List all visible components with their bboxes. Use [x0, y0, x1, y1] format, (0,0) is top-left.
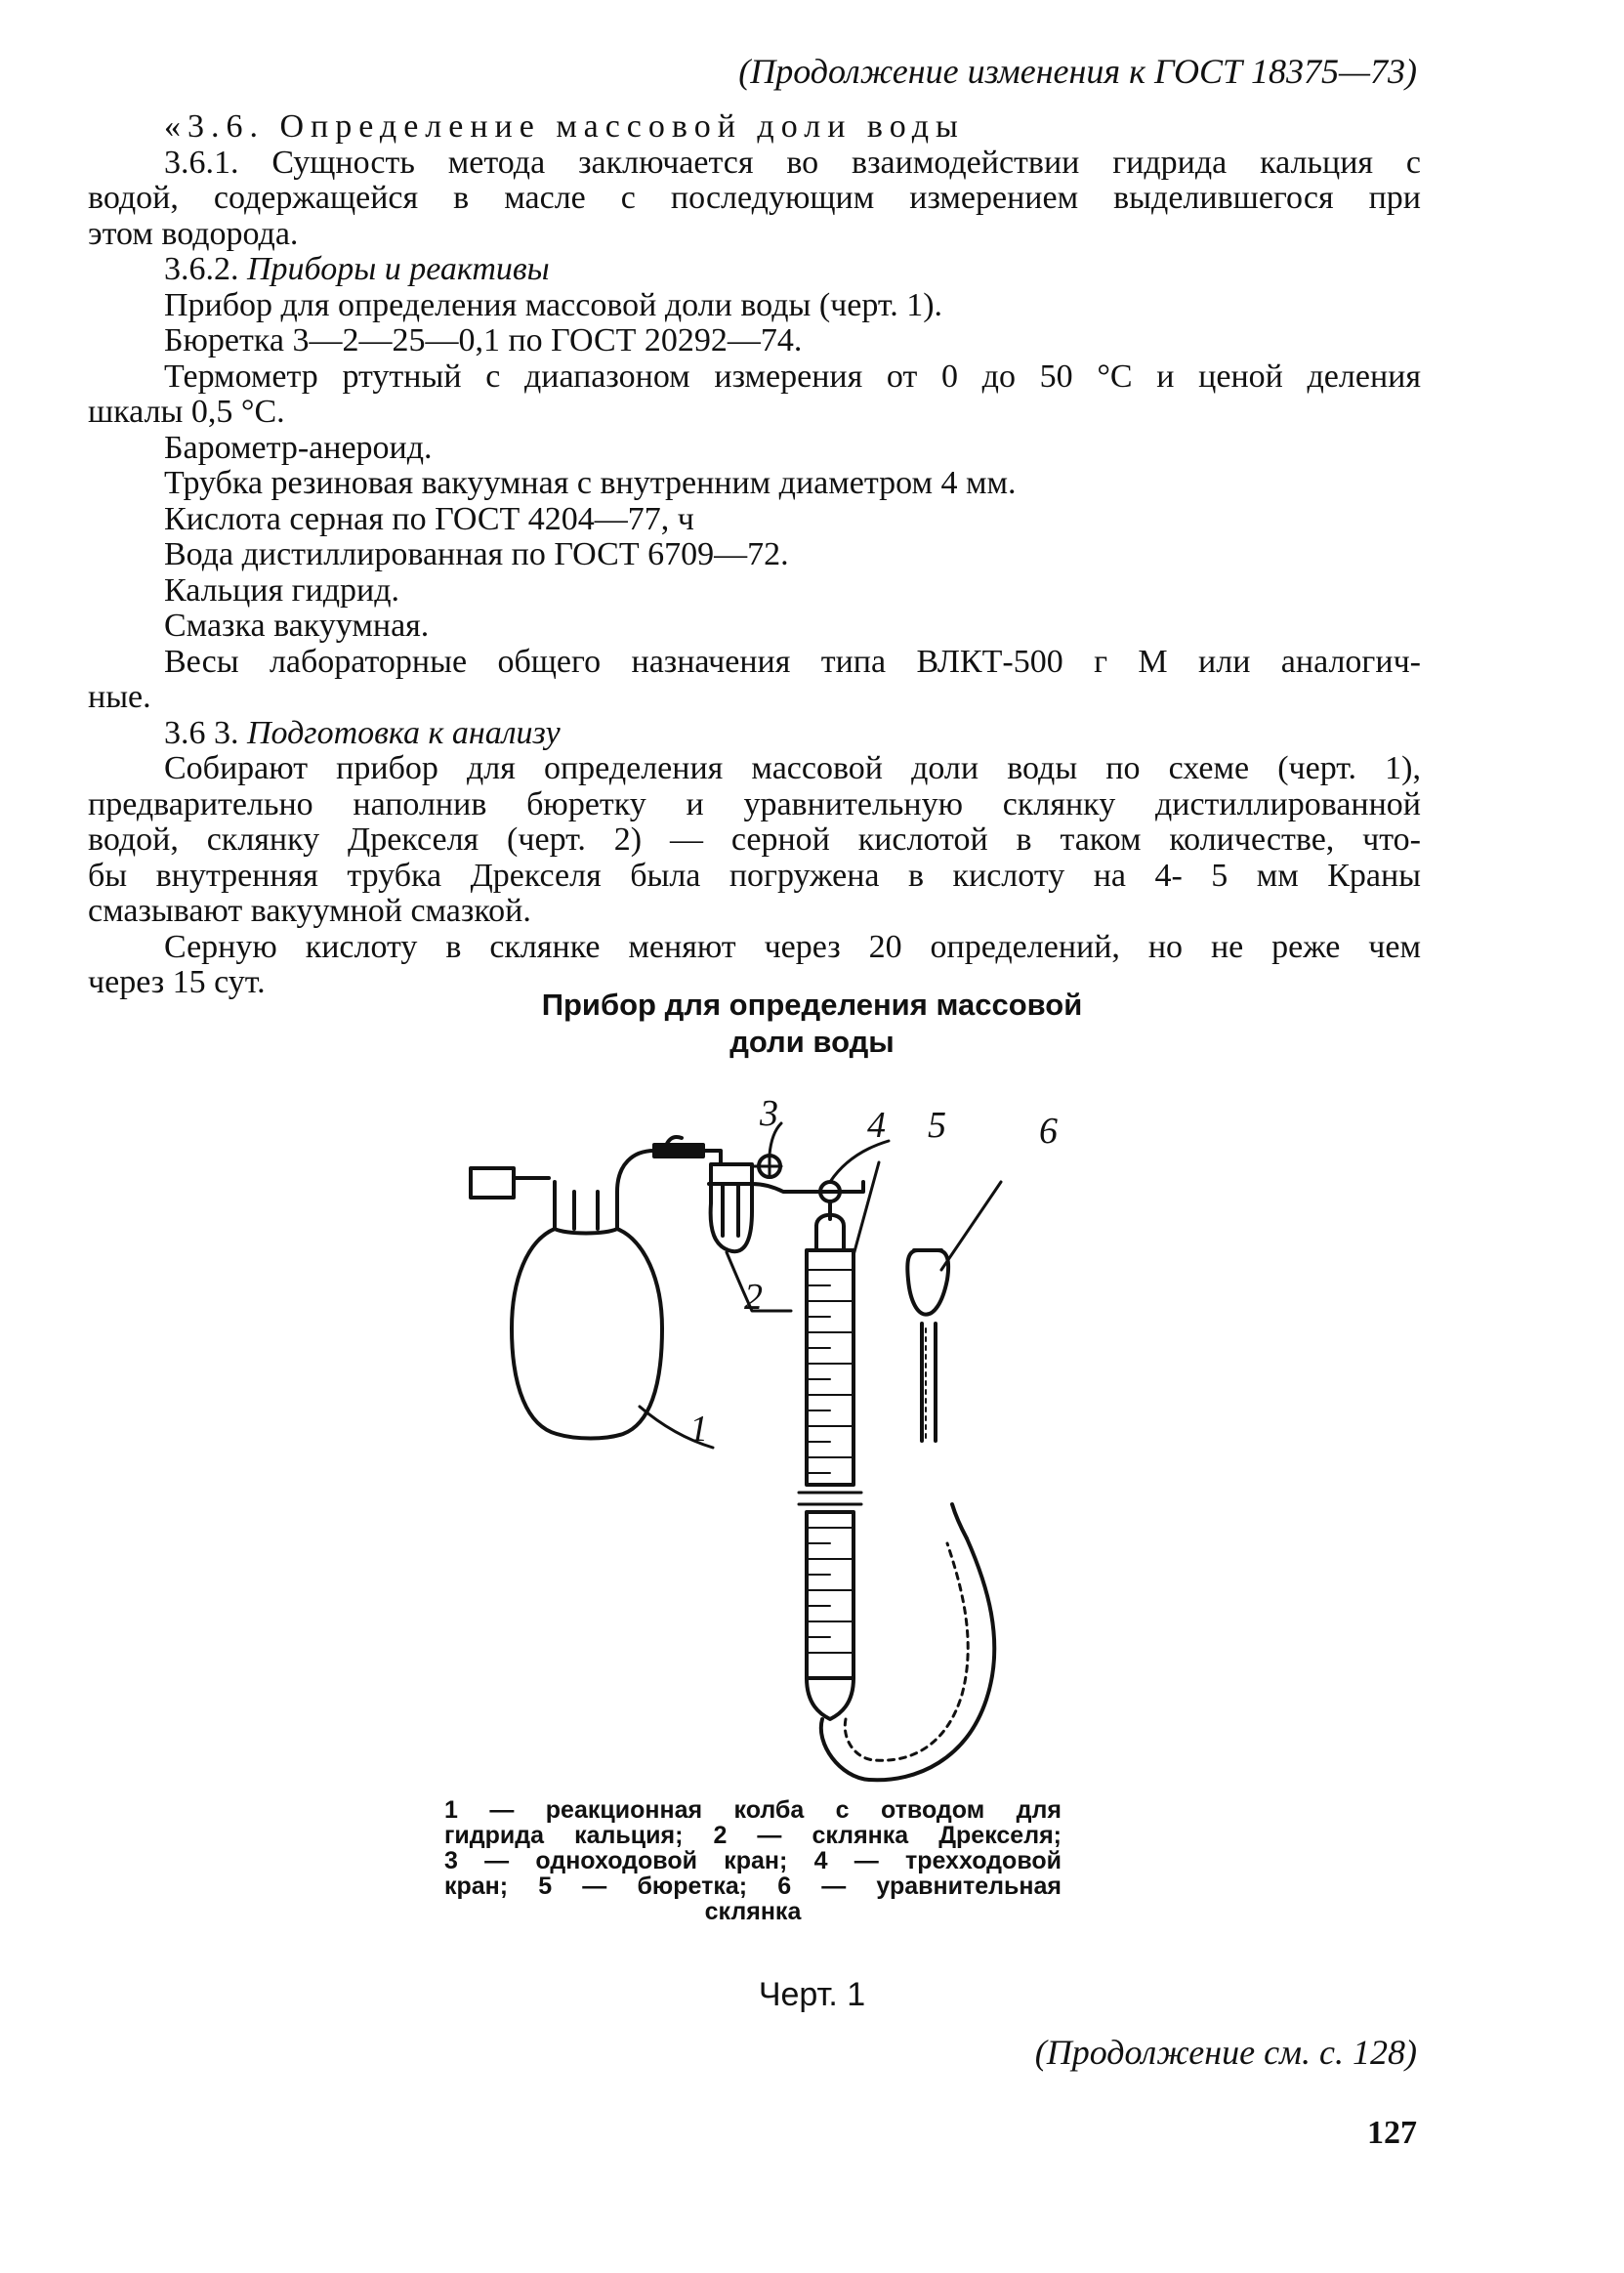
item-10-line-1: Весы лабораторные общего назначения типа ВЛКТ-500 г М или аналогич- — [164, 643, 1421, 680]
label-2: 2 — [744, 1277, 763, 1318]
label-5: 5 — [928, 1105, 946, 1146]
p363-line-1: Собирают прибор для определения массовой доли воды по схеме (черт. 1), — [164, 750, 1421, 786]
reaction-flask — [471, 1137, 682, 1439]
label-6: 6 — [1039, 1111, 1058, 1152]
label-1: 1 — [689, 1409, 708, 1450]
subsection-362-title: Приборы и реактивы — [247, 251, 550, 287]
subsection-363-title: Подготовка к анализу — [247, 714, 561, 751]
figure-title-line-2: доли воды — [729, 1025, 895, 1059]
item-9: Смазка вакуумная. — [164, 608, 430, 644]
section-heading: «3.6. Определение массовой доли воды — [164, 108, 965, 145]
item-7: Вода дистиллированная по ГОСТ 6709—72. — [164, 536, 789, 572]
p364-line-1: Серную кислоту в склянке меняют через 20 определений, но не реже чем — [164, 928, 1421, 965]
item-1: Прибор для определения массовой доли воды (черт. 1). — [164, 286, 943, 323]
item-10-line-2: ные. — [88, 679, 151, 715]
item-6: Кислота серная по ГОСТ 4204—77, ч — [164, 500, 694, 537]
p363-line-5: смазывают вакуумной смазкой. — [88, 893, 531, 929]
item-4: Барометр-анероид. — [164, 429, 433, 466]
figure-title — [0, 987, 1624, 1061]
figure-legend — [444, 1797, 1062, 1924]
apparatus-diagram — [459, 1094, 1103, 1797]
subsection-363 — [88, 716, 1421, 752]
burette — [799, 1215, 861, 1719]
item-2: Бюретка 3—2—25—0,1 по ГОСТ 20292—74. — [164, 322, 803, 358]
body-text — [88, 109, 1421, 1001]
drechsel-bottle — [703, 1151, 752, 1251]
subsection-362 — [88, 252, 1421, 288]
rubber-tube-joint — [654, 1145, 703, 1157]
item-3-line-2: шкалы 0,5 °С. — [88, 394, 285, 430]
label-4: 4 — [867, 1105, 886, 1146]
legend-line-1: 1 — реакционная колба с отводом для — [444, 1796, 1062, 1824]
subsection-363-number: 3.6 3. — [164, 714, 239, 751]
page-number: 127 — [1367, 2115, 1417, 2151]
subsection-362-number: 3.6.2. — [164, 251, 239, 287]
p363-line-3: водой, склянку Дрекселя (черт. 2) — серной кислотой в таком количестве, что- — [88, 821, 1421, 858]
figure-title-line-1: Прибор для определения массовой — [541, 988, 1083, 1022]
item-3-line-1: Термометр ртутный с диапазоном измерения от 0 до 50 °С и ценой деления — [164, 358, 1421, 395]
footer-continuation: (Продолжение см. с. 128) — [1034, 2033, 1417, 2072]
p363-line-2: предварительно наполнив бюретку и уравнительную склянку дистиллированной — [88, 785, 1421, 822]
item-8: Кальция гидрид. — [164, 571, 400, 609]
p364-line-2: через 15 сут. — [88, 964, 266, 1000]
item-5: Трубка резиновая вакуумная с внутренним диаметром 4 мм. — [164, 465, 1017, 501]
label-3: 3 — [760, 1094, 778, 1134]
legend-line-3: 3 — одноходовой кран; 4 — трехходовой — [444, 1847, 1062, 1874]
legend-line-2: гидрида кальция; 2 — склянка Дрекселя; — [444, 1822, 1062, 1849]
one-way-valve — [752, 1156, 830, 1192]
p361-line-1: 3.6.1. Сущность метода заключается во взаимодействии гидрида кальция с — [164, 144, 1421, 181]
leveling-bulb — [907, 1250, 948, 1441]
figure-caption: Черт. 1 — [758, 1976, 866, 2013]
p361-line-2: водой, содержащейся в масле с последующим измерением выделившегося при — [88, 180, 1421, 216]
legend-line-5: склянка — [704, 1898, 802, 1925]
header-continuation: (Продолжение изменения к ГОСТ 18375—73) — [738, 52, 1417, 91]
p363-line-4: бы внутренняя трубка Дрекселя была погружена в кислоту на 4- 5 мм Краны — [88, 857, 1421, 894]
legend-line-4: кран; 5 — бюретка; 6 — уравнительная — [444, 1873, 1062, 1900]
three-way-valve — [816, 1182, 863, 1219]
p361-line-3: этом водорода. — [88, 215, 299, 252]
